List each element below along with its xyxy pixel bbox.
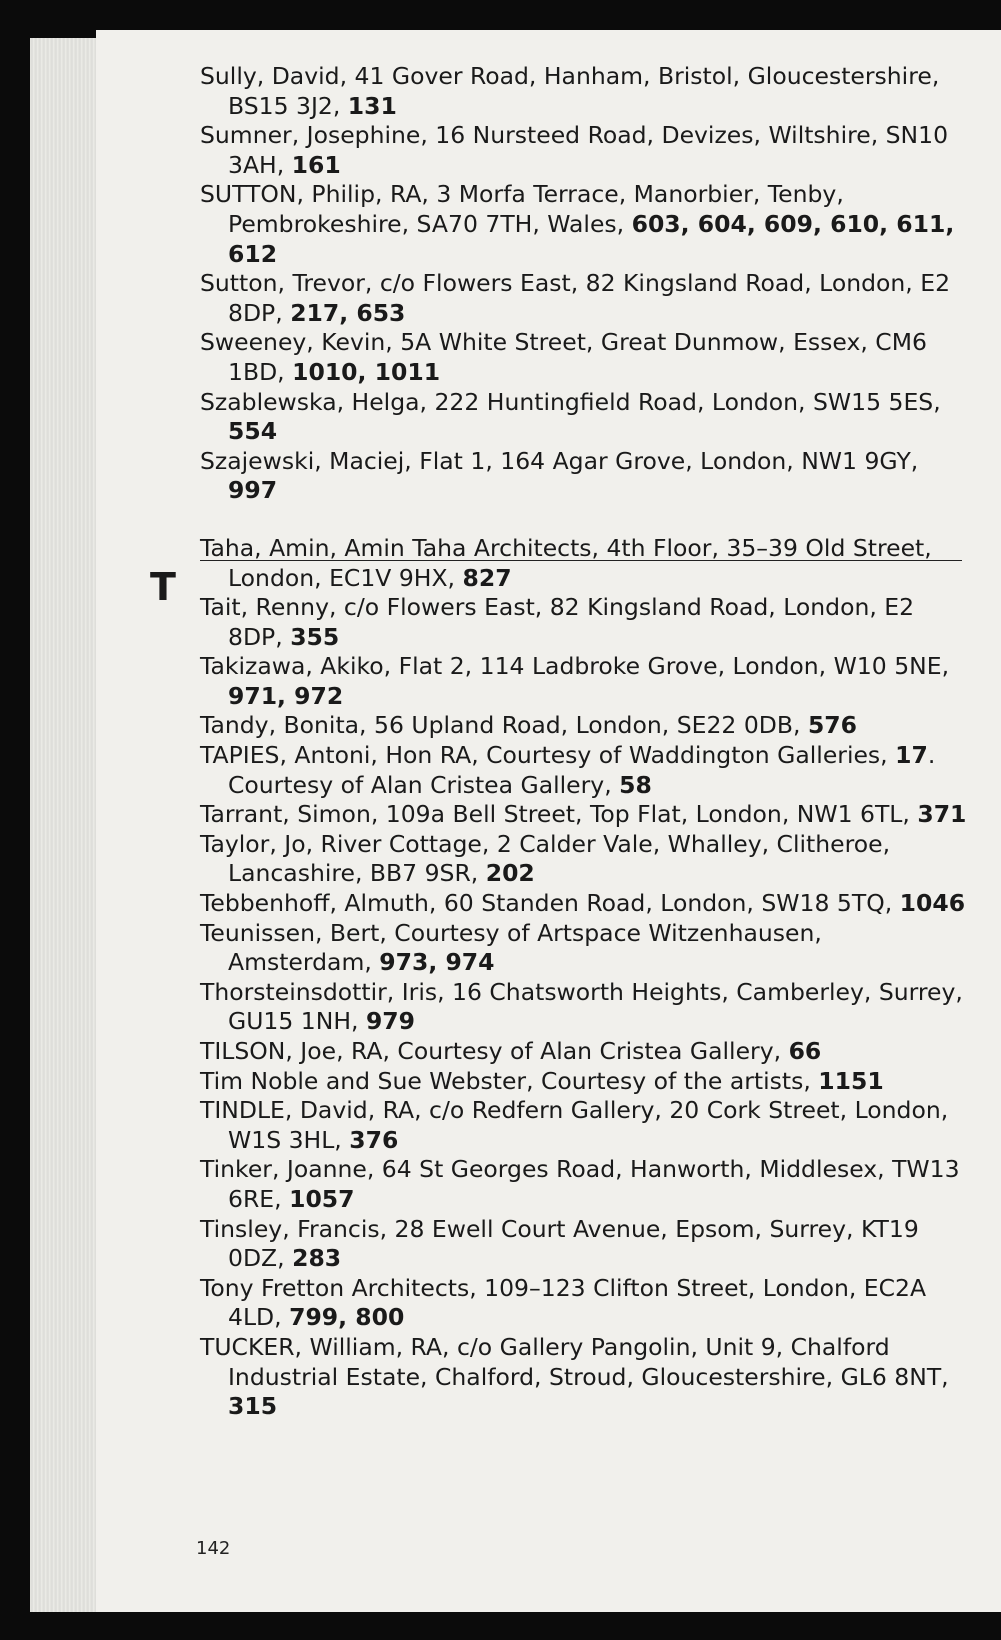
page-refs: 979 [365, 1007, 416, 1036]
page-refs: 799, 800 [289, 1303, 405, 1332]
page-refs: 355 [290, 622, 340, 651]
page-refs: 376 [349, 1125, 399, 1154]
page-refs: 17 [895, 741, 928, 770]
index-entry: Tarrant, Simon, 109a Bell Street, Top Flat, London, NW1 6TL, 371 [200, 800, 967, 829]
index-entry: Sumner, Josephine, 16 Nursteed Road, Devizes, Wiltshire, SN10 3AH, 161 [200, 121, 949, 179]
index-entry: Tim Noble and Sue Webster, Courtesy of the artists, 1151 [200, 1066, 884, 1095]
section-letter: T [150, 565, 176, 609]
page-refs: 971, 972 [228, 681, 344, 710]
index-entry: Tebbenhoff, Almuth, 60 Standen Road, London, SW18 5TQ, 1046 [200, 889, 966, 918]
page-number: 142 [196, 1538, 231, 1559]
page-refs: 202 [485, 859, 535, 888]
index-entry: Tait, Renny, c/o Flowers East, 82 Kingsland Road, London, E2 8DP, 355 [200, 593, 915, 651]
page-refs: 58 [619, 770, 652, 799]
page-refs: 554 [228, 417, 278, 446]
index-entry: Tinker, Joanne, 64 St Georges Road, Hanworth, Middlesex, TW13 6RE, 1057 [200, 1155, 960, 1213]
page-refs: 66 [788, 1037, 822, 1065]
index-list [200, 62, 970, 1422]
page-refs: 161 [291, 150, 341, 179]
page-refs: 371 [917, 800, 967, 829]
index-entry: Szajewski, Maciej, Flat 1, 164 Agar Grove, London, NW1 9GY, 997 [200, 446, 919, 505]
page-edge-stack [30, 38, 102, 1612]
page-refs: 1151 [818, 1066, 884, 1095]
page-refs: 997 [228, 476, 278, 505]
index-entry: Teunissen, Bert, Courtesy of Artspace Witzenhausen, Amsterdam, 973, 974 [200, 918, 822, 977]
index-entry: Takizawa, Akiko, Flat 2, 114 Ladbroke Grove, London, W10 5NE, 971, 972 [200, 652, 950, 710]
index-entry: Taylor, Jo, River Cottage, 2 Calder Vale, Whalley, Clitheroe, Lancashire, BB7 9SR, 202 [200, 829, 891, 888]
page-refs: 283 [292, 1244, 342, 1273]
page-refs: 1010, 1011 [292, 357, 441, 386]
index-entry: Sully, David, 41 Gover Road, Hanham, Bristol, Gloucestershire, BS15 3J2, 131 [200, 62, 940, 120]
index-entry: TINDLE, David, RA, c/o Redfern Gallery, 20 Cork Street, London, W1S 3HL, 376 [200, 1096, 949, 1154]
index-entry: Szablewska, Helga, 222 Huntingfield Road, London, SW15 5ES, 554 [200, 387, 941, 446]
index-entry: TAPIES, Antoni, Hon RA, Courtesy of Waddington Galleries, 17. Courtesy of Alan Cristea Gallery, 58 [200, 741, 936, 799]
index-entry: TUCKER, William, RA, c/o Gallery Pangolin, Unit 9, Chalford Industrial Estate, Chalford, Stroud, Gloucestershire, GL6 8NT, 315 [200, 1332, 949, 1421]
index-entry: Sutton, Trevor, c/o Flowers East, 82 Kingsland Road, London, E2 8DP, 217, 653 [200, 269, 951, 327]
index-entry: Sweeney, Kevin, 5A White Street, Great Dunmow, Essex, CM6 1BD, 1010, 1011 [200, 328, 927, 386]
index-entry: Thorsteinsdottir, Iris, 16 Chatsworth Heights, Camberley, Surrey, GU15 1NH, 979 [200, 977, 963, 1036]
page-refs: 603, 604, 609, 610, 611, 612 [228, 209, 955, 268]
page-refs: 131 [347, 91, 397, 120]
page-refs: 315 [228, 1392, 278, 1421]
page-refs: 217, 653 [290, 298, 406, 327]
index-entry: Tandy, Bonita, 56 Upland Road, London, SE22 0DB, 576 [200, 711, 858, 740]
index-entry: Taha, Amin, Amin Taha Architects, 4th Floor, 35–39 Old Street, London, EC1V 9HX, 827 [200, 533, 932, 592]
index-entry: Tony Fretton Architects, 109–123 Clifton Street, London, EC2A 4LD, 799, 800 [200, 1273, 927, 1332]
page-refs: 576 [807, 711, 858, 740]
page-refs: 1046 [899, 889, 966, 918]
page-refs: 1057 [289, 1184, 355, 1213]
page-refs: 827 [462, 563, 512, 592]
page-refs: 973, 974 [379, 948, 495, 977]
index-entry: TILSON, Joe, RA, Courtesy of Alan Cristea Gallery, 66 [200, 1037, 822, 1065]
index-entry: SUTTON, Philip, RA, 3 Morfa Terrace, Manorbier, Tenby, Pembrokeshire, SA70 7TH, Wales, 603, 604, 609, 610, 611, 612 [200, 180, 955, 268]
index-entry: Tinsley, Francis, 28 Ewell Court Avenue, Epsom, Surrey, KT19 0DZ, 283 [200, 1214, 919, 1273]
